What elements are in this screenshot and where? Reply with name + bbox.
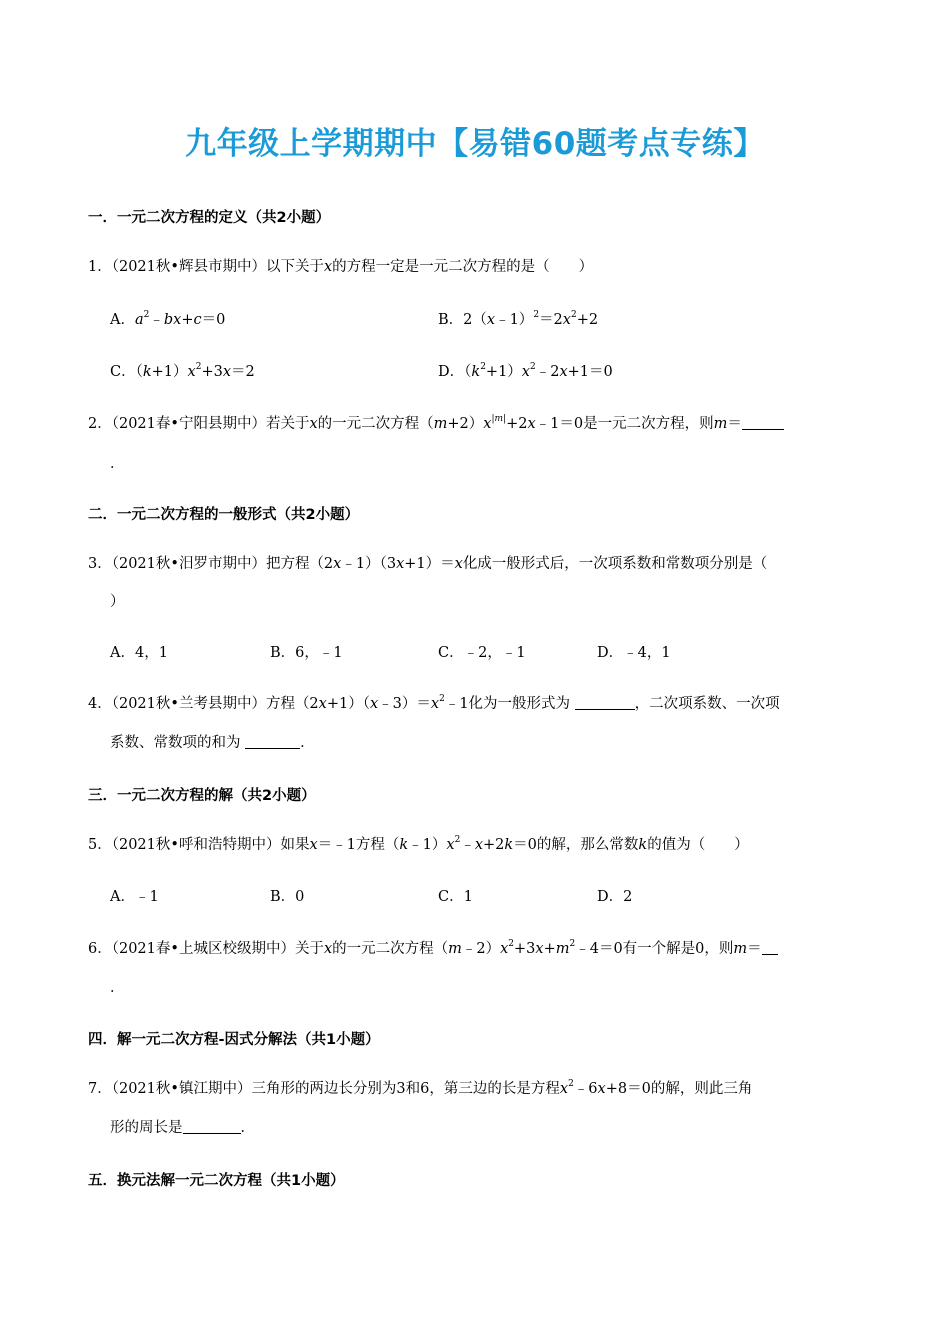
- q1-option-b: B．$2(x﹣1)^2=2x^2+2$: [438, 310, 599, 328]
- section-heading: 五．换元法解一元二次方程（共1小题）: [88, 1173, 345, 1189]
- section-heading: 四．解一元二次方程-因式分解法（共1小题）: [88, 1032, 380, 1048]
- answer-blank[interactable]: [762, 940, 778, 955]
- q5-option-c: C．1: [438, 889, 473, 905]
- question-4-cont: 系数、常数项的和为 ．: [110, 735, 315, 751]
- q5-option-d: D．2: [597, 889, 633, 905]
- q3-option-d: D．﹣4，1: [597, 645, 671, 661]
- q5-option-a: A．﹣1: [110, 889, 159, 905]
- question-7: 7．（2021秋•镇江期中）三角形的两边长分别为3和6，第三边的长是方程$x^2﹣6x+8=0$的解，则此三角: [88, 1079, 753, 1097]
- q5-option-b: B．0: [270, 889, 305, 905]
- q3-option-a: A．4，1: [110, 645, 168, 661]
- question-7-cont: 形的周长是 ．: [110, 1120, 255, 1136]
- section-heading: 三．一元二次方程的解（共2小题）: [88, 788, 316, 804]
- page-title: 九年级上学期期中【易错60题考点专练】: [185, 126, 765, 162]
- q3-option-c: C．﹣2，﹣1: [438, 645, 526, 661]
- question-2-cont: ．: [110, 456, 125, 472]
- q1-option-c: C．$(k+1)x^2+3x=2$: [110, 362, 255, 380]
- section-heading: 一．一元二次方程的定义（共2小题）: [88, 210, 331, 226]
- answer-blank[interactable]: [245, 734, 300, 749]
- q1-option-a: A．$a^2﹣bx+c=0$: [110, 310, 226, 328]
- question-2: 2．（2021春•宁阳县期中）若关于x的一元二次方程$(m+2)x^{|m|}+2x﹣1=0$是一元二次方程，则m＝: [88, 414, 898, 434]
- section-heading: 二．一元二次方程的一般形式（共2小题）: [88, 507, 360, 523]
- question-6-cont: ．: [110, 980, 125, 996]
- question-6: 6．（2021春•上城区校级期中）关于x的一元二次方程$(m﹣2)x^2+3x+m^2﹣4=0$有一个解是0，则m＝: [88, 939, 878, 959]
- question-3: 3．（2021秋•汨罗市期中）把方程（2x﹣1）（3x+1）＝x化成一般形式后，一次项系数和常数项分别是（: [88, 556, 768, 572]
- answer-blank[interactable]: [742, 415, 784, 430]
- q1-option-d: D．$(k^2+1)x^2﹣2x+1=0$: [438, 362, 613, 380]
- q3-option-b: B．6，﹣1: [270, 645, 343, 661]
- answer-blank[interactable]: [183, 1119, 241, 1134]
- answer-blank[interactable]: [575, 695, 635, 710]
- question-1: 1．（2021秋•辉县市期中）以下关于x的方程一定是一元二次方程的是（ ）: [88, 259, 594, 275]
- question-4: 4．（2021秋•兰考县期中）方程$(2x+1)(x﹣3)=x^2﹣1$化为一般形式为 ，二次项系数、一次项: [88, 694, 780, 712]
- question-5: 5．（2021秋•呼和浩特期中）如果x＝﹣1方程$(k﹣1)x^2﹣x+2k=0$的解，那么常数k的值为（ ）: [88, 835, 749, 853]
- question-3-cont: ）: [110, 594, 125, 610]
